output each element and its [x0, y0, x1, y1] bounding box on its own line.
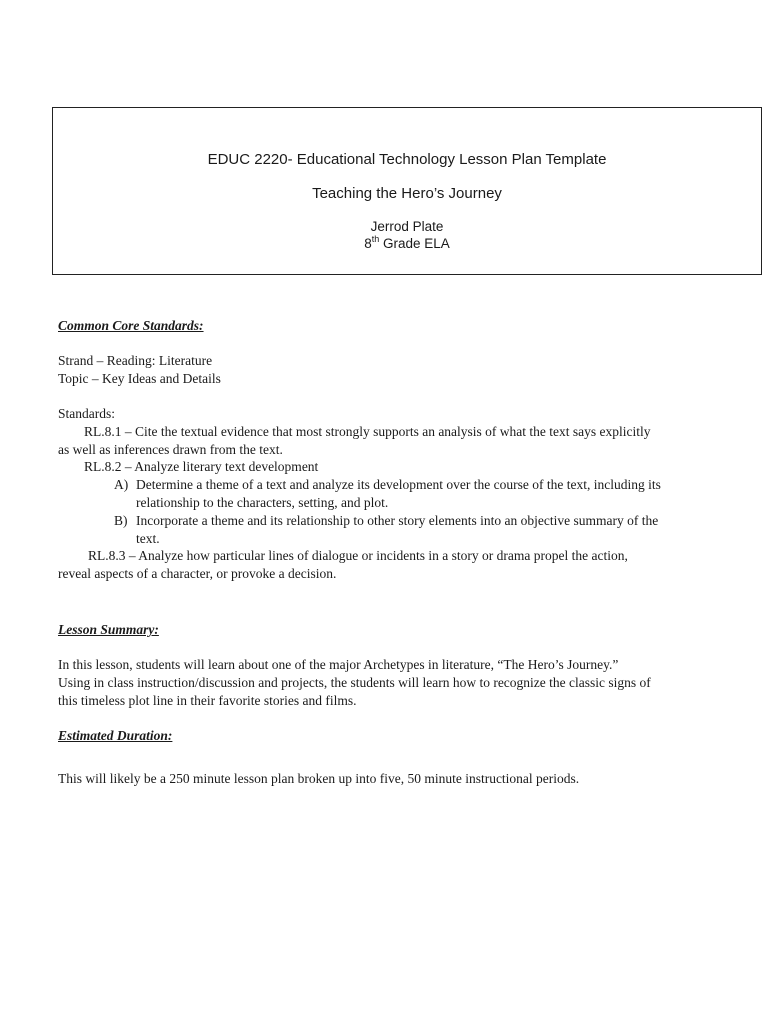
- standard-rl-8-1-continued: as well as inferences drawn from the text.: [58, 441, 283, 457]
- summary-line-3: this timeless plot line in their favorite stories and films.: [58, 692, 357, 708]
- list-item-b-text: Incorporate a theme and its relationship to other story elements into an objective summary of the: [136, 512, 659, 528]
- standard-rl-8-1: RL.8.1 – Cite the textual evidence that most strongly supports an analysis of what the text says explicitly: [84, 423, 651, 439]
- lesson-title: Teaching the Hero’s Journey: [312, 185, 502, 202]
- topic-line: Topic – Key Ideas and Details: [58, 370, 221, 386]
- summary-line-2: Using in class instruction/discussion and projects, the students will learn how to recognize the classic signs of: [58, 674, 651, 690]
- list-item: [58, 512, 724, 530]
- summary-heading: Lesson Summary:: [58, 622, 159, 637]
- list-item-b-text-continued: text.: [136, 530, 160, 546]
- duration-paragraph: [58, 770, 724, 788]
- grade-suffix: th: [371, 233, 380, 244]
- standards-section: [58, 317, 724, 335]
- strand-line: Strand – Reading: Literature: [58, 353, 213, 368]
- course-title: EDUC 2220- Educational Technology Lesson Plan Template: [207, 151, 607, 168]
- list-marker-b: B): [114, 512, 128, 528]
- author-name: Jerrod Plate: [370, 219, 444, 234]
- standards-list: [58, 405, 724, 583]
- duration-section: [58, 727, 724, 745]
- standard-rl-8-3: RL.8.3 – Analyze how particular lines of dialogue or incidents in a story or drama propel the action,: [88, 548, 628, 564]
- list-item: [58, 476, 724, 494]
- standard-rl-8-3-continued: reveal aspects of a character, or provoke a decision.: [58, 566, 337, 582]
- duration-heading: Estimated Duration:: [58, 728, 173, 743]
- list-item-a-text-continued: relationship to the characters, setting, and plot.: [136, 494, 389, 510]
- title-box: [52, 107, 762, 275]
- grade-level: [53, 233, 761, 252]
- standards-heading: Common Core Standards:: [58, 318, 204, 333]
- duration-text: This will likely be a 250 minute lesson plan broken up into five, 50 minute instructional periods.: [58, 771, 580, 786]
- grade-number: 8: [364, 236, 372, 251]
- list-marker-a: A): [114, 477, 129, 493]
- summary-section: [58, 621, 724, 639]
- list-item-continued: [58, 530, 724, 548]
- summary-paragraph: [58, 656, 724, 709]
- strand-topic-block: [58, 352, 724, 388]
- list-item-a-text: Determine a theme of a text and analyze its development over the course of the text, including its: [136, 477, 661, 493]
- summary-line-1: In this lesson, students will learn about one of the major Archetypes in literature, “The Hero’s Journey.”: [58, 657, 619, 672]
- grade-rest: Grade ELA: [379, 236, 450, 251]
- standard-rl-8-2: RL.8.2 – Analyze literary text development: [84, 459, 319, 475]
- standards-label: Standards:: [58, 406, 115, 421]
- list-item-continued: [58, 494, 724, 512]
